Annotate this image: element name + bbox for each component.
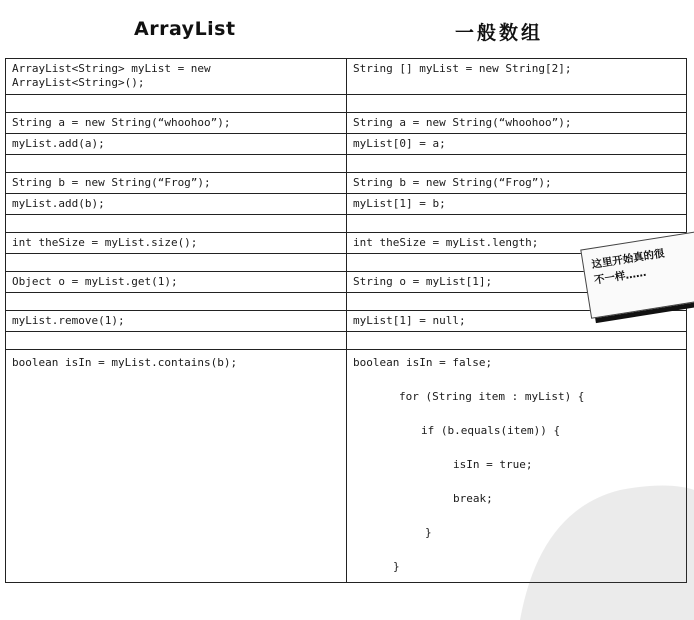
code-line: for (String item : myList) { [399, 390, 585, 403]
spacer-row [6, 332, 687, 350]
code-line: myList.add(a); [12, 137, 105, 150]
code-line: myList[0] = a; [353, 137, 446, 150]
cell-array-assign-b [347, 194, 687, 215]
cell-arraylist-remove [6, 311, 347, 332]
note-line: 这里开始真的很 [590, 247, 666, 271]
code-line: myList[1] = null; [353, 314, 466, 327]
code-line: boolean isIn = myList.contains(b); [12, 356, 238, 369]
table-row [6, 134, 687, 155]
table-row [6, 173, 687, 194]
code-line: } [425, 526, 432, 539]
seal-watermark [500, 450, 694, 620]
spacer-row [6, 155, 687, 173]
code-line: ArrayList<String>(); [12, 76, 145, 89]
code-line: ArrayList<String> myList = new [12, 62, 211, 75]
code-line: String o = myList[1]; [353, 275, 493, 288]
code-line: String a = new String(“whoohoo”); [12, 116, 231, 129]
table-row [6, 59, 687, 95]
cell-array-assign-a [347, 134, 687, 155]
code-line: isIn = true; [453, 458, 533, 471]
cell-array-declaration [347, 59, 687, 95]
cell-arraylist-contains [6, 350, 347, 583]
cell-arraylist-get [6, 272, 347, 293]
cell-arraylist-add-a [6, 134, 347, 155]
spacer-row [6, 95, 687, 113]
spacer-row [6, 215, 687, 233]
cell-array-null [347, 311, 687, 332]
cell-arraylist-declaration [6, 59, 347, 95]
code-line: } [393, 560, 400, 573]
code-line: int theSize = myList.size(); [12, 236, 198, 249]
table-row [6, 194, 687, 215]
code-line: if (b.equals(item)) { [421, 424, 561, 437]
code-line: String b = new String(“Frog”); [353, 176, 552, 189]
cell-arraylist-create-a [6, 113, 347, 134]
note-line: 不一样…… [593, 266, 648, 287]
cell-array-create-b [347, 173, 687, 194]
spacer-row [6, 293, 687, 311]
code-line: int theSize = myList.length; [353, 236, 539, 249]
code-line: myList[1] = b; [353, 197, 446, 210]
code-line: myList.add(b); [12, 197, 105, 210]
code-line: String [] myList = new String[2]; [353, 62, 572, 75]
column-header-arraylist: ArrayList [134, 18, 236, 40]
code-line: boolean isIn = false; [353, 356, 493, 369]
code-line: myList.remove(1); [12, 314, 125, 327]
column-header-array: 一般数组 [455, 22, 544, 44]
code-line: String b = new String(“Frog”); [12, 176, 211, 189]
cell-arraylist-create-b [6, 173, 347, 194]
cell-array-create-a [347, 113, 687, 134]
code-line: String a = new String(“whoohoo”); [353, 116, 572, 129]
table-row [6, 113, 687, 134]
code-line: Object o = myList.get(1); [12, 275, 178, 288]
table-row [6, 311, 687, 332]
code-line: break; [453, 492, 493, 505]
cell-arraylist-add-b [6, 194, 347, 215]
cell-arraylist-size [6, 233, 347, 254]
